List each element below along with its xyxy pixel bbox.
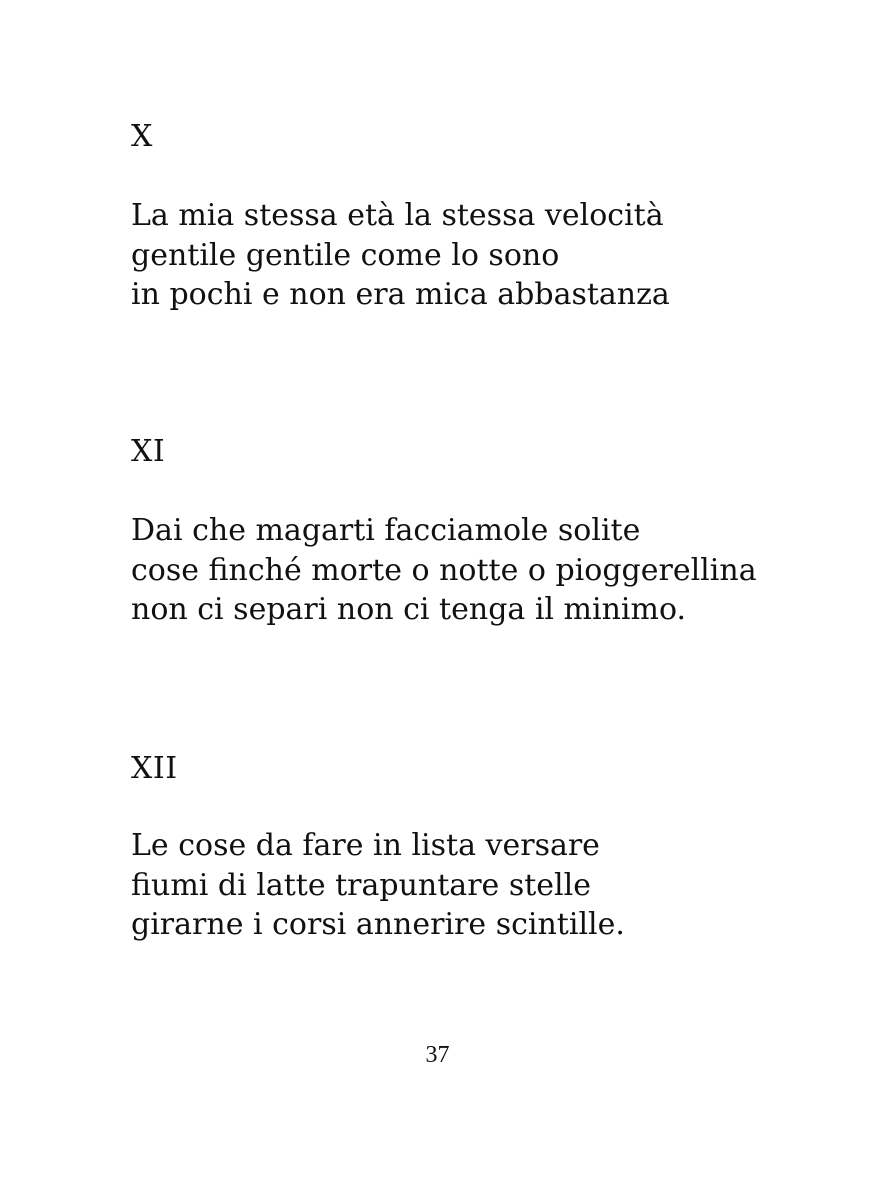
verse-line: in pochi e non era mica abbastanza <box>131 277 670 312</box>
verse-line: cose finché morte o notte o pioggerellina <box>131 552 757 588</box>
section-numeral-xii: XII <box>131 751 178 786</box>
verse-line: girarne i corsi annerire scintille. <box>131 907 625 942</box>
verse-line: fiumi di latte trapuntare stelle <box>131 867 591 903</box>
stanza-x <box>131 196 831 315</box>
verse-line: non ci separi non ci tenga il minimo. <box>131 592 687 627</box>
verse-line: La mia stessa età la stessa velocità <box>131 198 664 233</box>
verse-line: Le cose da fare in lista versare <box>131 828 600 863</box>
verse-line: Dai che magarti facciamole solite <box>131 513 641 548</box>
section-numeral-xi: XI <box>131 434 166 469</box>
section-numeral-x: X <box>131 119 153 154</box>
verse-line: gentile gentile come lo sono <box>131 237 560 273</box>
stanza-xi <box>131 511 831 630</box>
page-number: 37 <box>425 1042 450 1068</box>
stanza-xii <box>131 826 831 945</box>
